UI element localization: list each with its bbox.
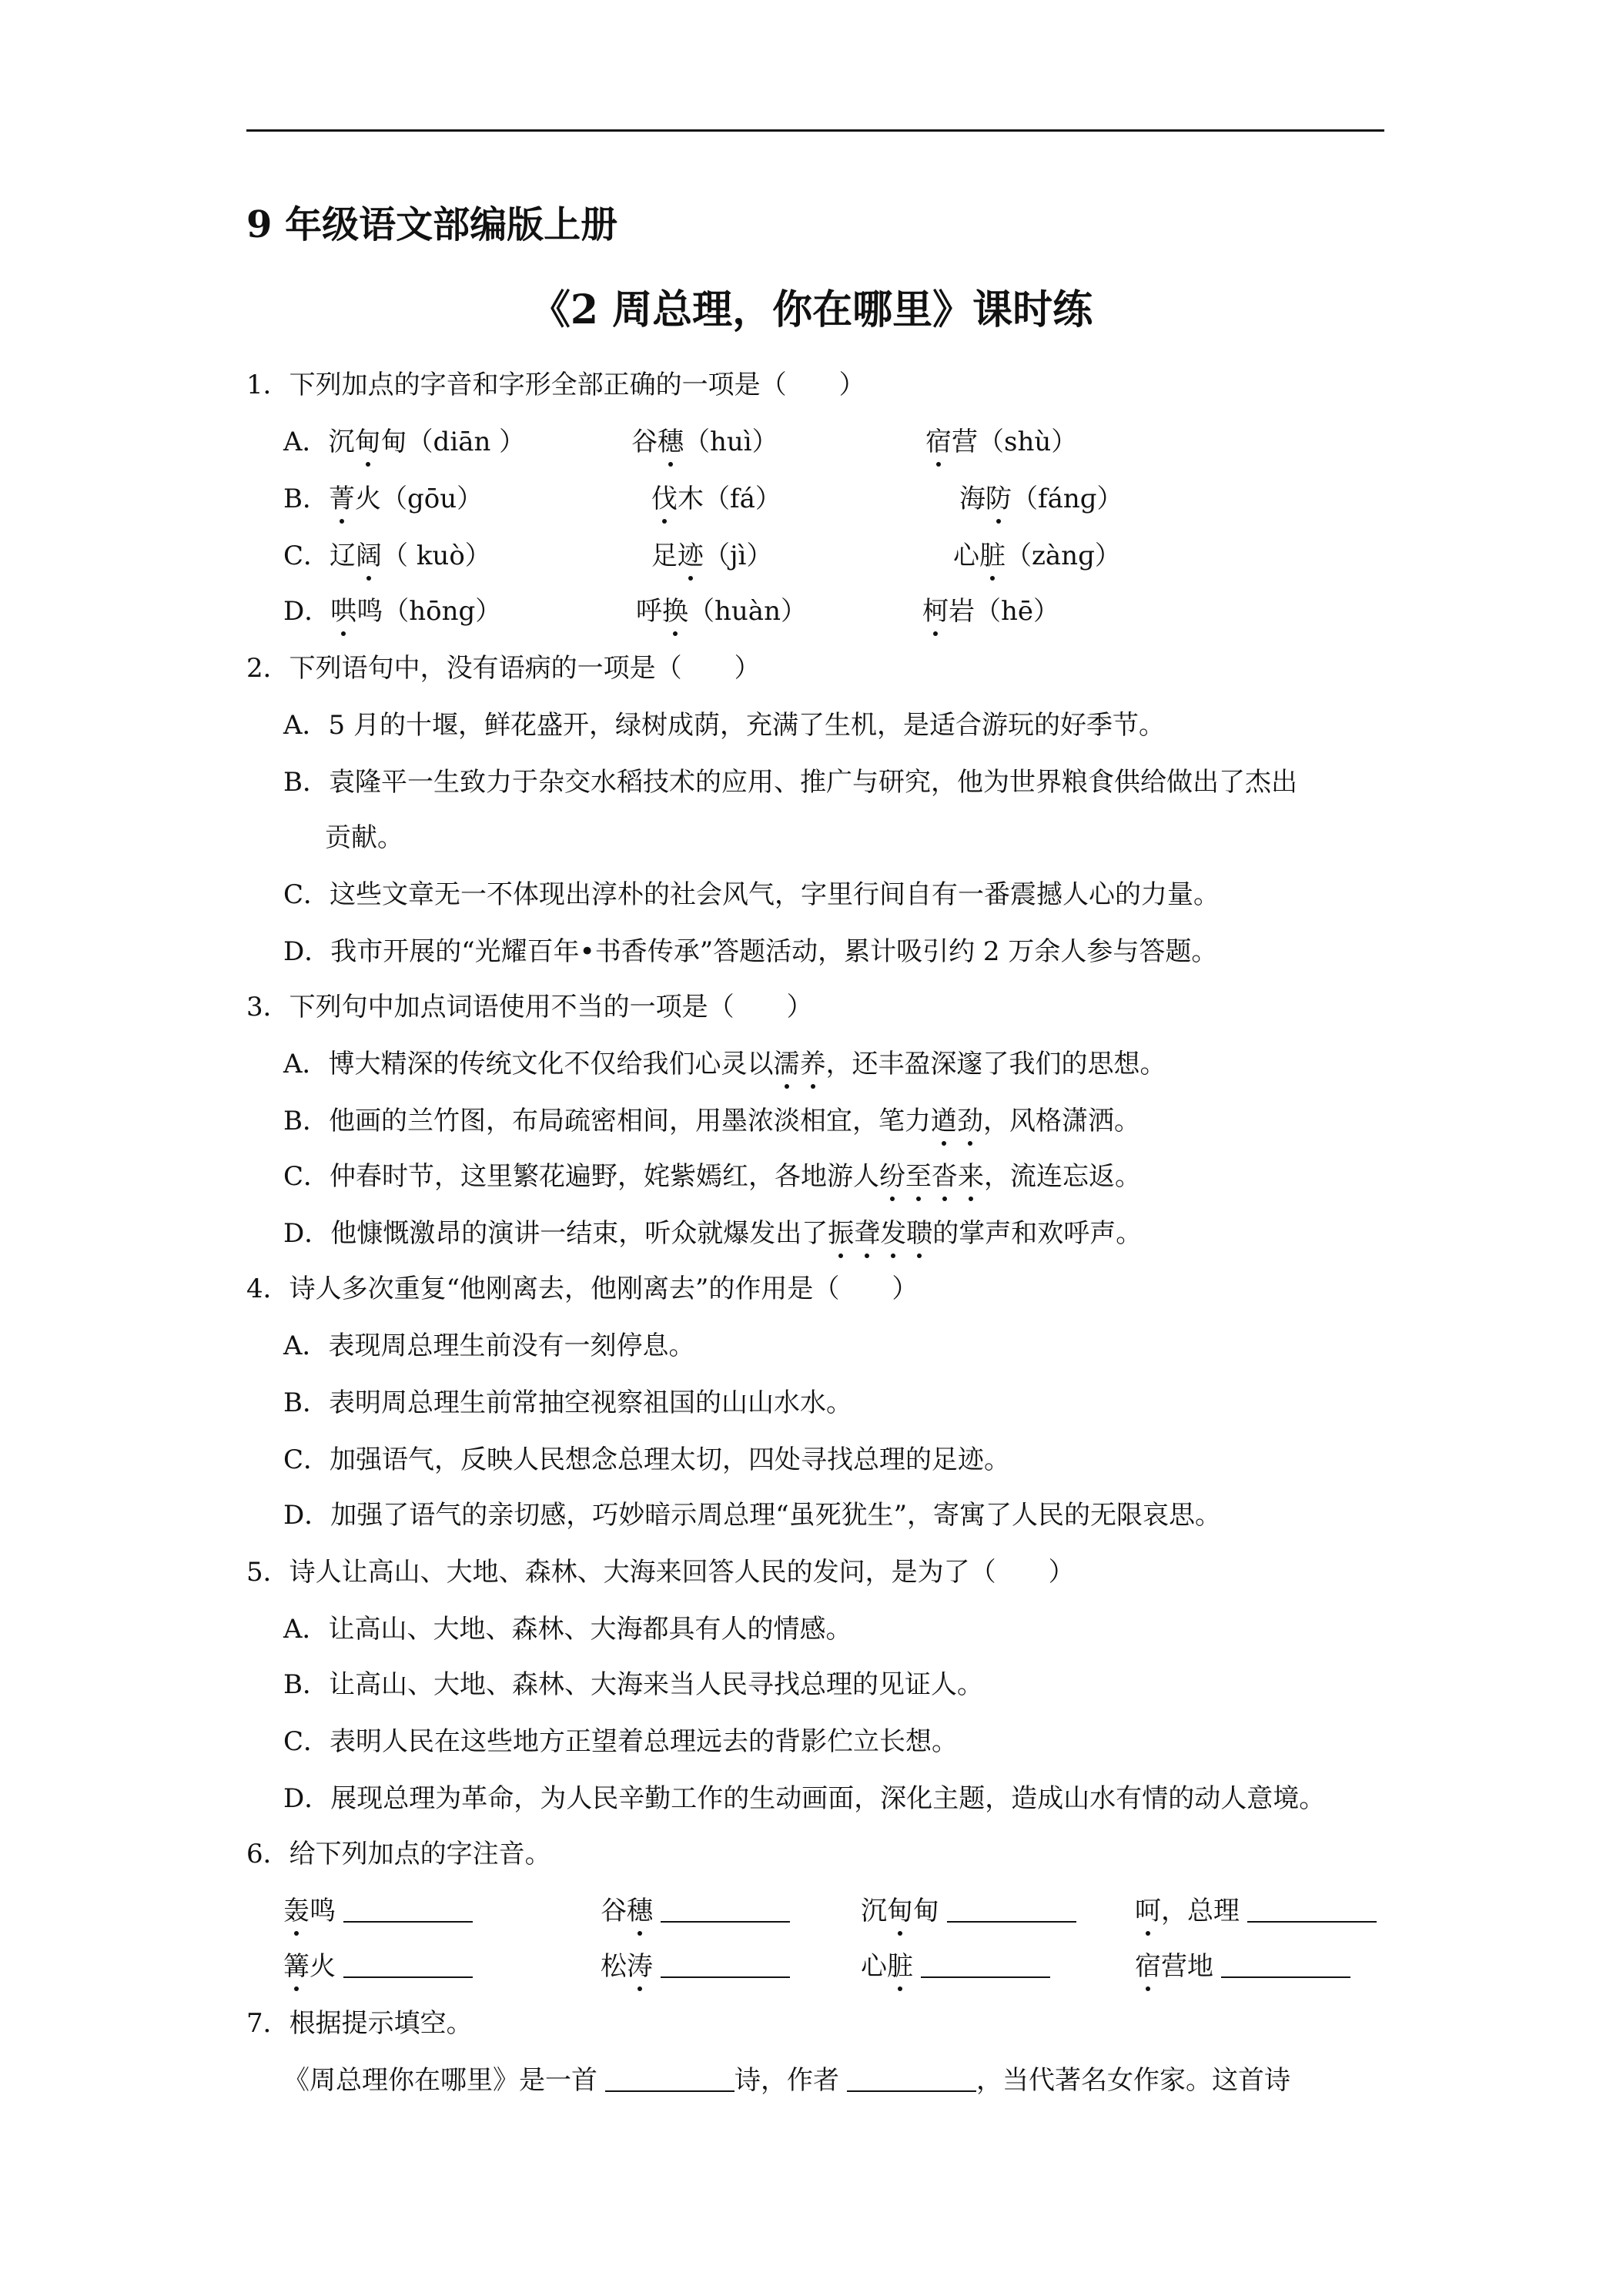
answer-blank[interactable] (847, 2067, 976, 2092)
emphasis-char: 劲 (956, 1106, 983, 1136)
emphasis-char: 甸 (354, 427, 381, 457)
emphasis-char: 伐 (651, 484, 678, 514)
question-1-option-b: B．菁火（gōu） 伐木（fá） 海防（fánɡ） (283, 484, 1123, 514)
emphasis-char: 哄 (330, 596, 357, 627)
question-4-option-a: A．表现周总理生前没有一刻停息。 (283, 1330, 695, 1361)
question-5-option-c: C．表明人民在这些地方正望着总理远去的背影伫立长想。 (283, 1726, 959, 1757)
question-1-stem: 1．下列加点的字音和字形全部正确的一项是（ ） (246, 370, 865, 400)
emphasis-char: 菁 (329, 484, 355, 514)
emphasis-char: 呵 (1135, 1896, 1161, 1926)
emphasis-char: 脏 (887, 1951, 913, 1982)
emphasis-char: 脏 (979, 541, 1006, 571)
emphasis-char: 换 (662, 596, 688, 627)
emphasis-char: 防 (986, 484, 1012, 514)
question-5-option-a: A．让高山、大地、森林、大海都具有人的情感。 (283, 1614, 852, 1645)
emphasis-char: 宿 (925, 427, 952, 457)
question-1-option-d: D．哄鸣（hōng） 呼换（huàn） 柯岩（hē） (283, 596, 1060, 627)
question-2-option-b: B．袁隆平一生致力于杂交水稻技术的应用、推广与研究，他为世界粮食供给做出了杰出 (283, 767, 1297, 798)
emphasis-char: 发 (880, 1218, 907, 1249)
question-4-stem: 4．诗人多次重复“他刚离去，他刚离去”的作用是（ ） (246, 1274, 919, 1304)
question-2-stem: 2．下列语句中，没有语病的一项是（ ） (246, 653, 761, 684)
question-3-stem: 3．下列句中加点词语使用不当的一项是（ ） (246, 992, 813, 1022)
answer-blank[interactable] (1221, 1953, 1350, 1978)
question-3-option-c: C．仲春时节，这里繁花遍野，姹紫嫣红，各地游人纷至沓来，流连忘返。 (283, 1161, 1142, 1192)
question-3-option-a: A．博大精深的传统文化不仅给我们心灵以濡养，还丰盈深邃了我们的思想。 (283, 1049, 1166, 1079)
answer-blank[interactable] (661, 1953, 790, 1978)
answer-blank[interactable] (343, 1953, 473, 1978)
emphasis-char: 甸 (887, 1896, 913, 1926)
question-1-option-a: A．沉甸甸（diān ） 谷穗（huì） 宿营（shù） (283, 427, 1078, 457)
emphasis-char: 养 (799, 1049, 826, 1079)
answer-blank[interactable] (921, 1953, 1050, 1978)
answer-blank[interactable] (343, 1898, 473, 1923)
emphasis-char: 振 (828, 1218, 855, 1249)
lesson-title: 《2 周总理，你在哪里》课时练 (530, 286, 1093, 333)
question-4-option-b: B．表明周总理生前常抽空视察祖国的山山水水。 (283, 1387, 852, 1418)
document-title: 9 年级语文部编版上册 (246, 203, 618, 246)
emphasis-char: 穗 (627, 1896, 653, 1926)
answer-blank[interactable] (661, 1898, 790, 1923)
emphasis-char: 宿 (1135, 1951, 1161, 1982)
question-4-option-d: D．加强了语气的亲切感，巧妙暗示周总理“虽死犹生”，寄寓了人民的无限哀思。 (283, 1500, 1222, 1531)
emphasis-char: 迹 (678, 541, 704, 571)
emphasis-char: 遒 (930, 1106, 957, 1136)
question-6-stem: 6．给下列加点的字注音。 (246, 1839, 551, 1869)
emphasis-char: 轰 (283, 1896, 310, 1926)
emphasis-char: 纷 (879, 1161, 906, 1192)
emphasis-char: 涛 (627, 1951, 653, 1982)
emphasis-char: 穗 (658, 427, 684, 457)
answer-blank[interactable] (947, 1898, 1076, 1923)
answer-blank[interactable] (605, 2067, 735, 2092)
question-1-option-c: C．辽阔（ kuò） 足迹（jì） 心脏（zànɡ） (283, 541, 1121, 571)
question-5-option-b: B．让高山、大地、森林、大海来当人民寻找总理的见证人。 (283, 1669, 983, 1700)
question-2-option-a: A．5 月的十堰，鲜花盛开，绿树成荫，充满了生机，是适合游玩的好季节。 (283, 710, 1165, 741)
question-2-option-c: C．这些文章无一不体现出淳朴的社会风气，字里行间自有一番震撼人心的力量。 (283, 879, 1220, 910)
header-rule (246, 129, 1384, 132)
emphasis-char: 濡 (773, 1049, 800, 1079)
emphasis-char: 来 (958, 1161, 985, 1192)
answer-blank[interactable] (1247, 1898, 1377, 1923)
question-5-stem: 5．诗人让高山、大地、森林、大海来回答人民的发问，是为了（ ） (246, 1557, 1075, 1588)
question-2-option-d: D．我市开展的“光耀百年•书香传承”答题活动，累计吸引约 2 万余人参与答题。 (283, 936, 1218, 967)
question-3-option-d: D．他慷慨激昂的演讲一结束，听众就爆发出了振聋发聩的掌声和欢呼声。 (283, 1218, 1143, 1249)
emphasis-char: 聩 (906, 1218, 933, 1249)
question-2-option-b-cont: 贡献。 (325, 822, 403, 853)
emphasis-char: 至 (905, 1161, 932, 1192)
question-3-option-b: B．他画的兰竹图，布局疏密相间，用墨浓淡相宜，笔力遒劲，风格潇洒。 (283, 1106, 1140, 1136)
question-6-row-1: 轰鸣 谷穗 沉甸甸 呵，总理 (0, 1894, 1623, 1928)
question-4-option-c: C．加强语气，反映人民想念总理太切，四处寻找总理的足迹。 (283, 1444, 1011, 1475)
emphasis-char: 篝 (283, 1951, 310, 1982)
question-7-text: 《周总理你在哪里》是一首 诗，作者 ，当代著名女作家。这首诗 (283, 2065, 1290, 2096)
emphasis-char: 柯 (922, 596, 949, 627)
emphasis-char: 阔 (356, 541, 383, 571)
question-7-stem: 7．根据提示填空。 (246, 2008, 473, 2039)
emphasis-char: 聋 (854, 1218, 881, 1249)
emphasis-char: 沓 (932, 1161, 959, 1192)
question-5-option-d: D．展现总理为革命，为人民辛勤工作的生动画面，深化主题，造成山水有情的动人意境。 (283, 1783, 1326, 1814)
question-6-row-2: 篝火 松涛 心脏 宿营地 (0, 1950, 1623, 1983)
